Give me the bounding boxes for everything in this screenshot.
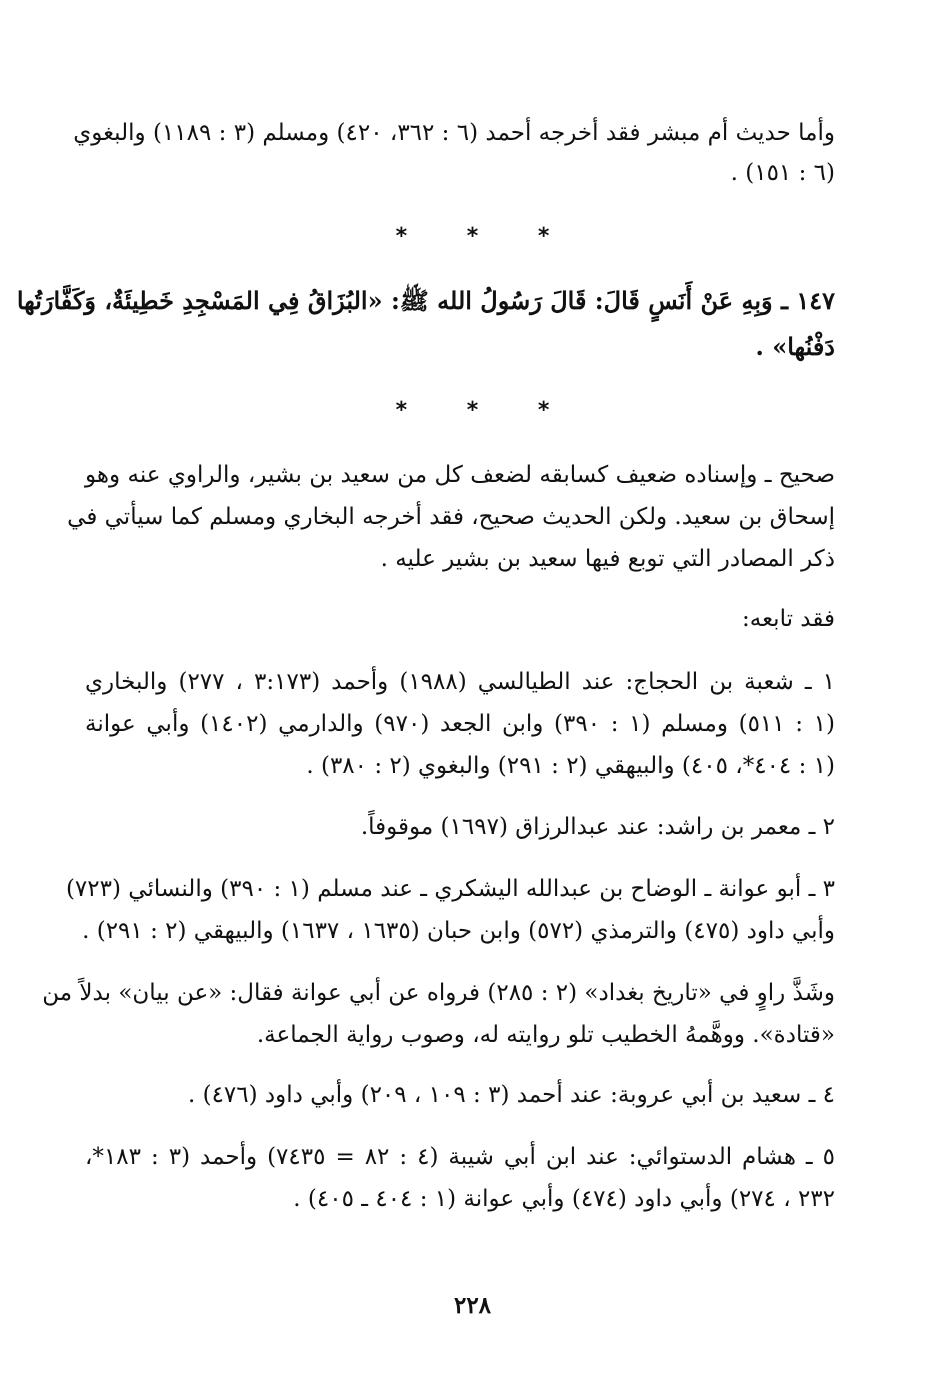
entry-1-line-1: ١ ـ شعبة بن الحجاج: عند الطيالسي (١٩٨٨) وأحمد (٣:١٧٣ ، ٢٧٧) والبخاري bbox=[85, 669, 836, 695]
commentary-line-2: إسحاق بن سعيد. ولكن الحديث صحيح، فقد أخرجه البخاري ومسلم كما سيأتي في bbox=[67, 504, 835, 530]
hadith-line-1: ١٤٧ ـ وَبِهِ عَنْ أَنَسٍ قَالَ: قَالَ رَسُولُ الله ﷺ: «البُزَاقُ فِي المَسْجِدِ خَطِيئَةٌ، وَكَفَّارَتُها bbox=[16, 286, 835, 315]
commentary-line-1: صحيح ـ وإسناده ضعيف كسابقه لضعف كل من سعيد بن بشير، والراوي عنه وهو bbox=[85, 462, 835, 488]
entry-2-line-1: ٢ ـ معمر بن راشد: عند عبدالرزاق (١٦٩٧) موقوفاً. bbox=[360, 814, 835, 840]
note-line-2: «قتادة». ووهَّمهُ الخطيب تلو روايته له، وصوب رواية الجماعة. bbox=[256, 1022, 835, 1048]
entry-1-line-2: (١ : ٥١١) ومسلم (١ : ٣٩٠) وابن الجعد (٩٧٠) والدارمي (١٤٠٢) وأبي عوانة bbox=[85, 711, 835, 737]
note-line-1: وشَذَّ راوٍ في «تاريخ بغداد» (٢ : ٢٨٥) فرواه عن أبي عوانة فقال: «عن بيان» بدلاً من bbox=[42, 980, 835, 1006]
entry-5-line-2: ٢٣٢ ، ٢٧٤) وأبي داود (٤٧٤) وأبي عوانة (١ : ٤٠٤ ـ ٤٠٥) . bbox=[293, 1186, 835, 1212]
followers-heading: فقد تابعه: bbox=[742, 606, 835, 632]
intro-line-2: (٦ : ١٥١) . bbox=[730, 160, 835, 186]
entry-5-line-1: ٥ ـ هشام الدستوائي: عند ابن أبي شيبة (٤ : ٨٢ = ٧٤٣٥) وأحمد (٣ : ١٨٣*، bbox=[85, 1144, 836, 1170]
entry-1-line-3: (١ : ٤٠٤*، ٤٠٥) والبيهقي (٢ : ٢٩١) والبغوي (٢ : ٣٨٠) . bbox=[306, 753, 835, 779]
intro-line-1: وأما حديث أم مبشر فقد أخرجه أحمد (٦ : ٣٦٢، ٤٢٠) ومسلم (٣ : ١١٨٩) والبغوي bbox=[73, 120, 835, 146]
entry-3-line-2: وأبي داود (٤٧٥) والترمذي (٥٧٢) وابن حبان (١٦٣٥ ، ١٦٣٧) والبيهقي (٢ : ٢٩١) . bbox=[82, 918, 835, 944]
page-number: ٢٢٨ bbox=[453, 1292, 492, 1319]
section-separator: * * * bbox=[395, 398, 576, 423]
section-separator: * * * bbox=[395, 224, 576, 249]
entry-3-line-1: ٣ ـ أبو عوانة ـ الوضاح بن عبدالله اليشكري ـ عند مسلم (١ : ٣٩٠) والنسائي (٧٢٣) bbox=[65, 876, 835, 902]
hadith-line-2: دَفْنُها» . bbox=[755, 332, 835, 361]
commentary-line-3: ذكر المصادر التي توبع فيها سعيد بن بشير عليه . bbox=[380, 546, 835, 572]
entry-4-line-1: ٤ ـ سعيد بن أبي عروبة: عند أحمد (٣ : ١٠٩ ، ٢٠٩) وأبي داود (٤٧٦) . bbox=[187, 1082, 835, 1108]
